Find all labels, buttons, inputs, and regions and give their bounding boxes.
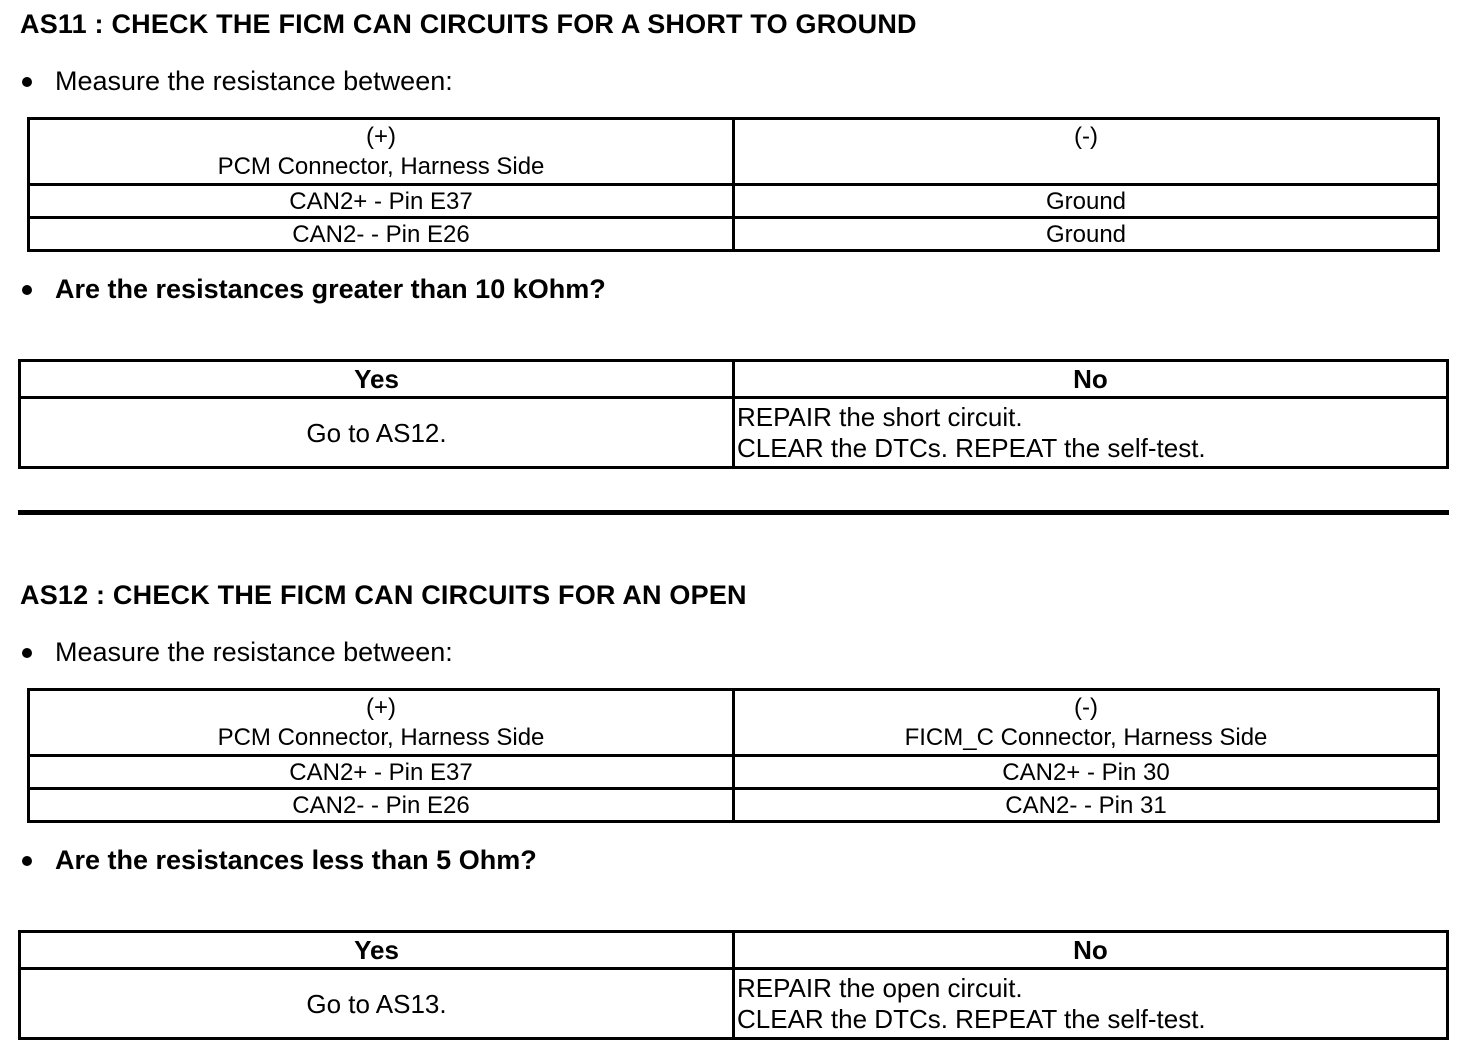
minus-pin-cell: CAN2+ - Pin 30 <box>734 756 1439 789</box>
no-action <box>734 969 1448 1039</box>
as11-heading: AS11 : CHECK THE FICM CAN CIRCUITS FOR A SHORT TO GROUND <box>20 9 917 39</box>
bullet-icon <box>22 77 32 87</box>
bullet-icon <box>22 285 32 295</box>
plus-pin-cell: CAN2+ - Pin E37 <box>29 756 734 789</box>
no-action-line-1: REPAIR the open circuit. <box>737 972 1023 1003</box>
as11-question <box>20 274 606 305</box>
header-plus-connector: PCM Connector, Harness Side <box>217 724 545 751</box>
plus-pin-cell: CAN2- - Pin E26 <box>29 218 734 251</box>
no-header: No <box>734 932 1448 969</box>
header-minus-cell <box>734 690 1439 756</box>
decision-header-row <box>20 361 1448 398</box>
as11-measurement-table <box>27 117 1440 252</box>
bullet-icon <box>22 856 32 866</box>
header-plus-cell <box>29 690 734 756</box>
decision-action-row <box>20 969 1448 1039</box>
header-minus-cell <box>734 119 1439 185</box>
header-plus-polarity: (+) <box>366 123 396 150</box>
as11-instruction <box>20 66 453 97</box>
minus-pin-cell: Ground <box>734 185 1439 218</box>
as11-question-text: Are the resistances greater than 10 kOhm? <box>55 274 606 304</box>
table-row <box>29 756 1439 789</box>
decision-header-row <box>20 932 1448 969</box>
no-header: No <box>734 361 1448 398</box>
bullet-icon <box>22 648 32 658</box>
no-action <box>734 398 1448 468</box>
decision-action-row <box>20 398 1448 468</box>
as12-heading: AS12 : CHECK THE FICM CAN CIRCUITS FOR AN OPEN <box>20 580 747 610</box>
no-action-line-2: CLEAR the DTCs. REPEAT the self-test. <box>737 432 1206 463</box>
as12-question <box>20 845 537 876</box>
yes-action: Go to AS13. <box>20 969 734 1039</box>
plus-pin-cell: CAN2- - Pin E26 <box>29 789 734 822</box>
plus-pin-cell: CAN2+ - Pin E37 <box>29 185 734 218</box>
as12-measurement-table <box>27 688 1440 823</box>
table-header-row <box>29 119 1439 185</box>
as12-instruction-text: Measure the resistance between: <box>55 637 453 667</box>
as12-decision-table <box>18 930 1449 1040</box>
table-header-row <box>29 690 1439 756</box>
table-row <box>29 218 1439 251</box>
table-row <box>29 185 1439 218</box>
yes-header: Yes <box>20 361 734 398</box>
minus-pin-cell: Ground <box>734 218 1439 251</box>
header-minus-connector: FICM_C Connector, Harness Side <box>904 724 1268 751</box>
as12-instruction <box>20 637 453 668</box>
yes-header: Yes <box>20 932 734 969</box>
header-plus-connector: PCM Connector, Harness Side <box>217 153 545 180</box>
no-action-line-2: CLEAR the DTCs. REPEAT the self-test. <box>737 1003 1206 1034</box>
no-action-line-1: REPAIR the short circuit. <box>737 401 1023 432</box>
header-plus-polarity: (+) <box>366 694 396 721</box>
as11-decision-table <box>18 359 1449 469</box>
header-plus-cell <box>29 119 734 185</box>
yes-action: Go to AS12. <box>20 398 734 468</box>
table-row <box>29 789 1439 822</box>
as11-instruction-text: Measure the resistance between: <box>55 66 453 96</box>
minus-pin-cell: CAN2- - Pin 31 <box>734 789 1439 822</box>
as12-question-text: Are the resistances less than 5 Ohm? <box>55 845 537 875</box>
section-divider <box>18 510 1449 515</box>
header-minus-polarity: (-) <box>1074 694 1098 721</box>
header-minus-polarity: (-) <box>1074 123 1098 150</box>
